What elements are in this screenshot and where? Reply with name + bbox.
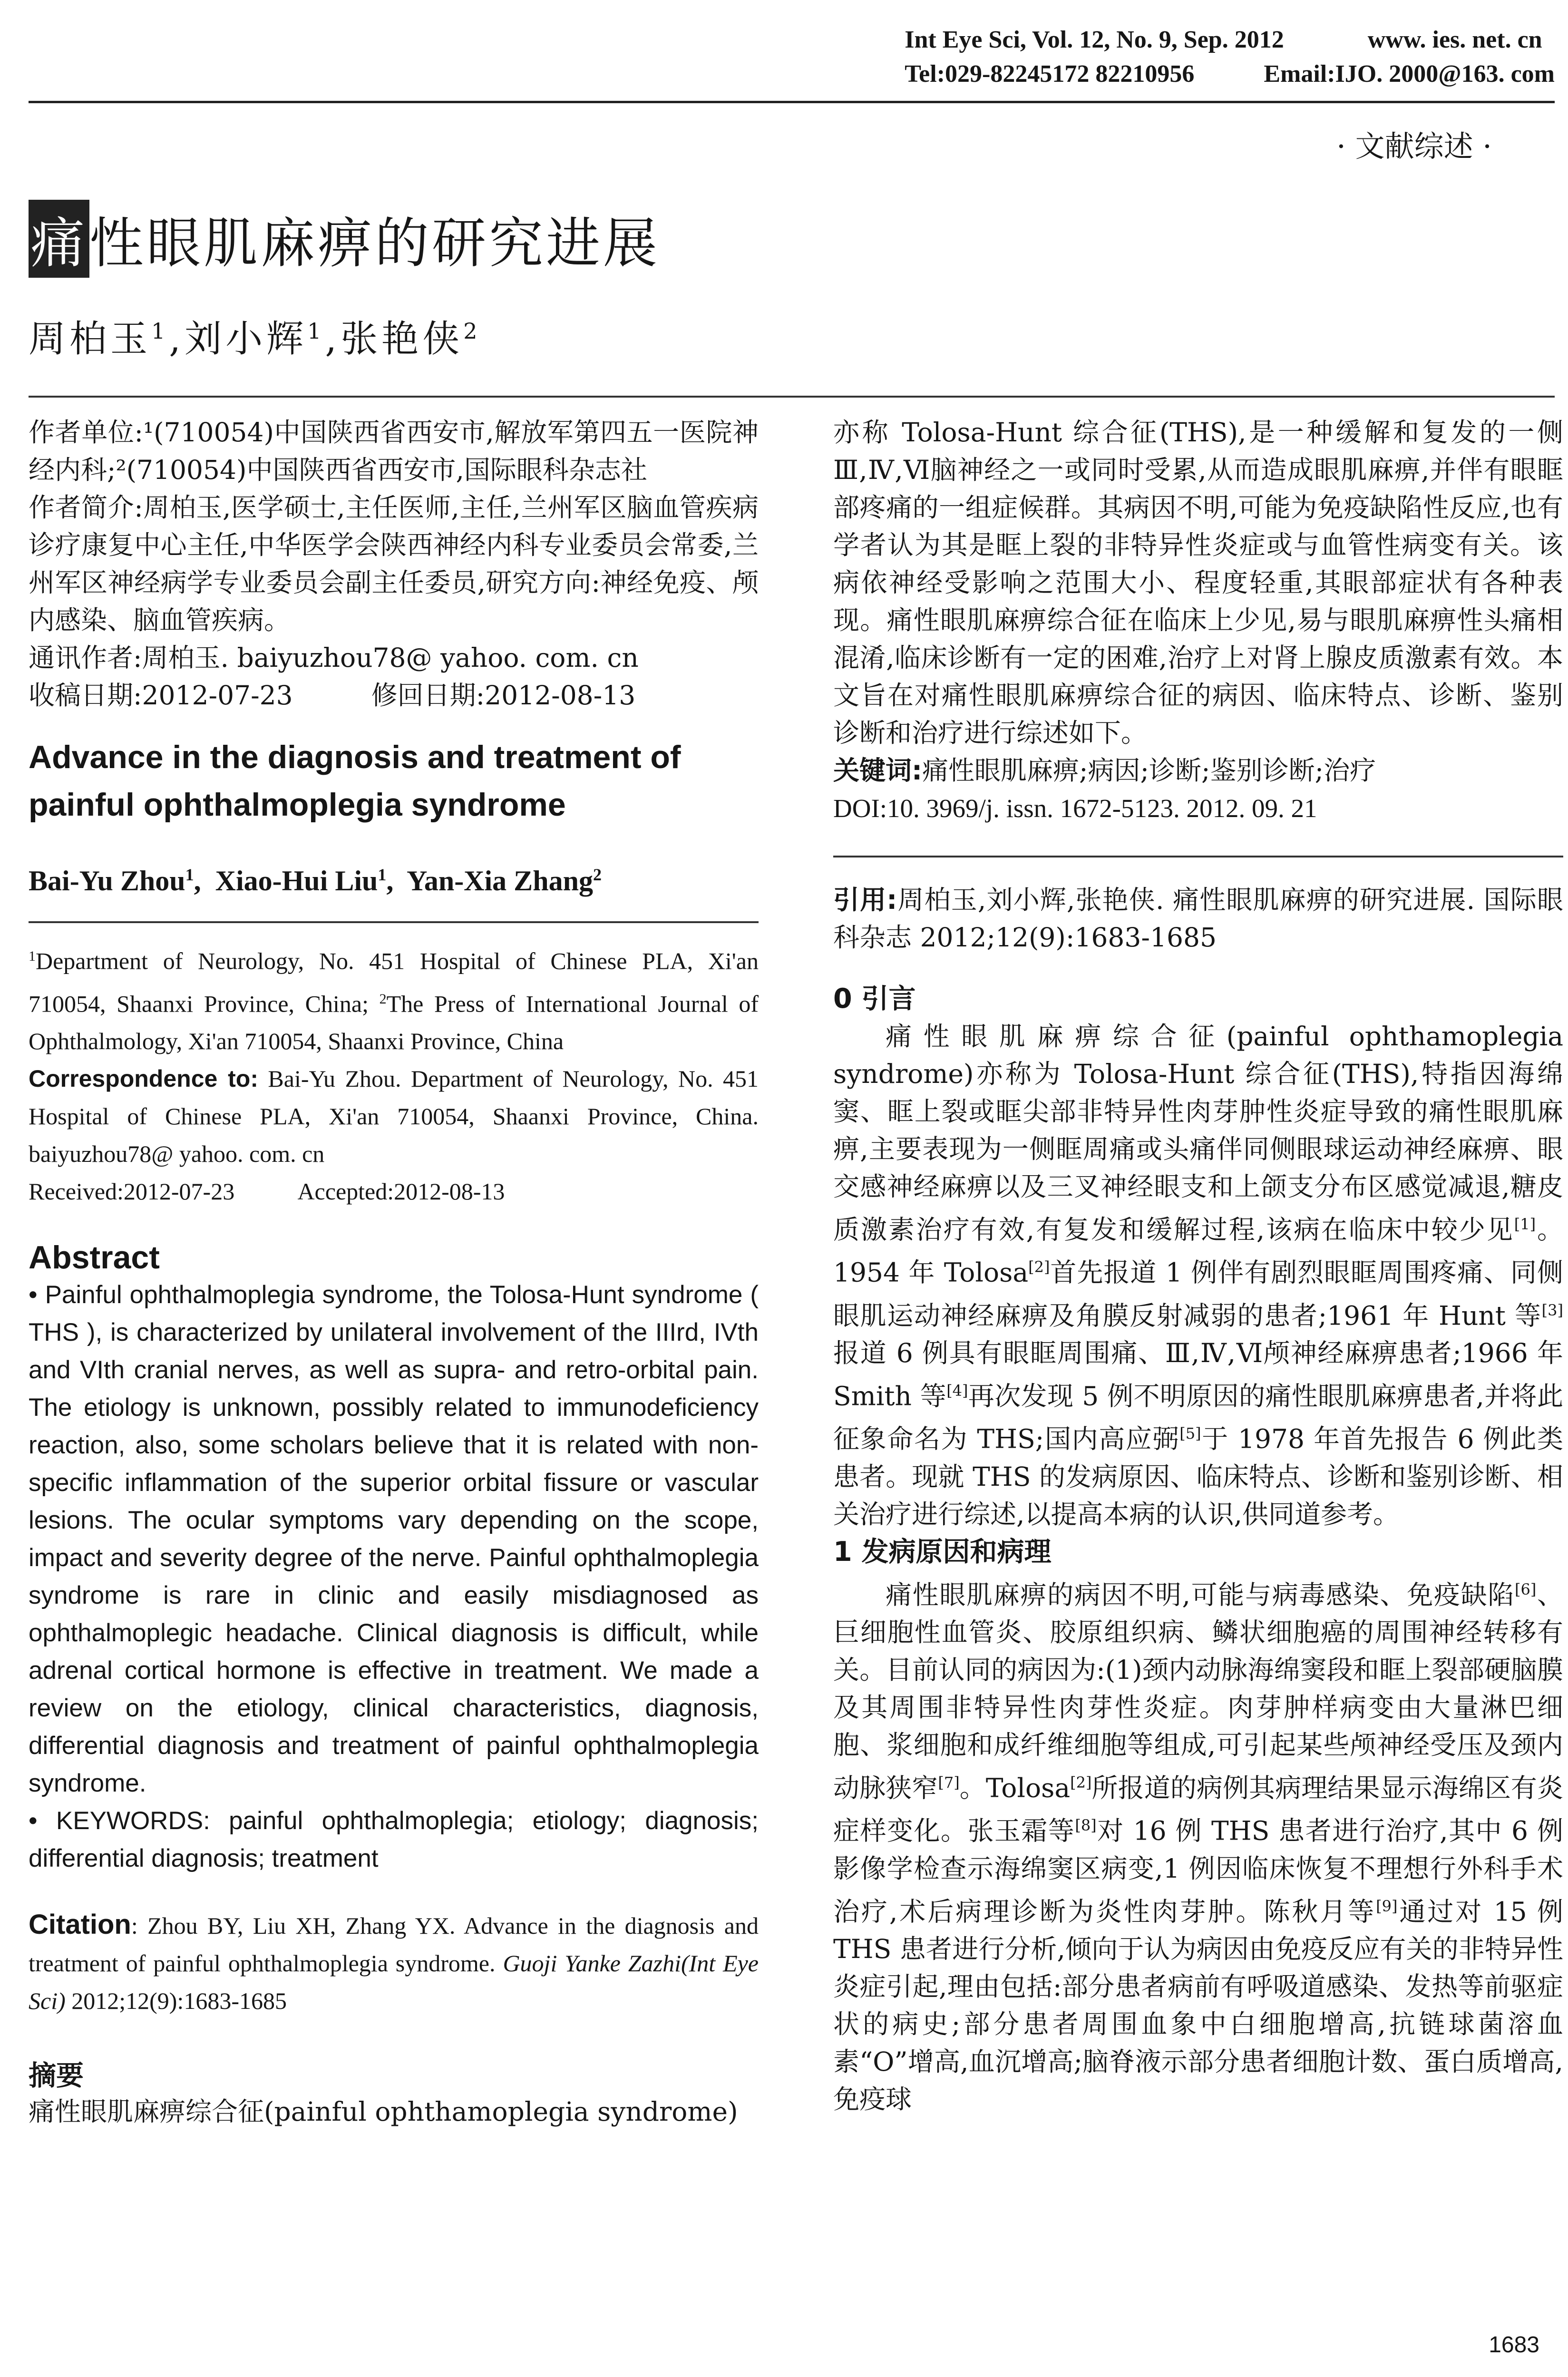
affil-en-2: The Press of International Journal of Ophthalmology, Xi'an 710054, Shaanxi Province, China — [29, 990, 759, 1055]
ref-1[interactable]: [1] — [1514, 1215, 1536, 1233]
affil-sup: 1 — [29, 948, 36, 964]
intro-text: 首先报道 1 例伴有剧烈眼眶周围疼痛、同侧眼肌运动神经麻痹及角膜反射减弱的患者;1961 年 Hunt 等 — [833, 1257, 1563, 1331]
ref-3[interactable]: [3] — [1541, 1301, 1563, 1319]
header-divider — [29, 101, 1555, 103]
sec1-text: 。Tolosa — [959, 1773, 1071, 1803]
author-en-name: Xiao-Hui Liu — [215, 865, 378, 896]
accepted-en: Accepted:2012-08-13 — [297, 1178, 505, 1205]
author-name: 周柏玉 — [29, 318, 152, 360]
page-title — [29, 200, 660, 278]
ref-5[interactable]: [5] — [1179, 1424, 1201, 1443]
received-zh: 收稿日期:2012-07-23 — [29, 680, 293, 711]
keywords-label: 关键词: — [833, 755, 922, 786]
affiliation-zh: 作者单位:¹(710054)中国陕西省西安市,解放军第四五一医院神经内科;²(710054)中国陕西省西安市,国际眼科杂志社 — [29, 417, 759, 485]
english-title: Advance in the diagnosis and treatment of painful ophthalmoplegia syndrome — [29, 739, 681, 823]
author-en-sup: 1 — [378, 865, 387, 884]
intro-text: 痛性眼肌麻痹综合征(painful ophthamoplegia syndrome)亦称为 Tolosa-Hunt 综合征(THS),特指因海绵窦、眶上裂或眶尖部非特异性肉芽肿性炎症导致的痛性眼肌麻痹,主要表现为一侧眶周痛或头痛伴同侧眼球运动神经麻痹、眼交感神经麻痹以及三叉神经眼支和上颌支分布区感觉减退,糖皮质激素治疗有效,有复发和缓解过程,该病在临床中较少见 — [833, 1021, 1563, 1245]
sec1-text: 痛性眼肌麻痹的病因不明,可能与病毒感染、免疫缺陷 — [886, 1579, 1515, 1610]
correspondence-zh: 通讯作者:周柏玉. baiyuzhou78@ yahoo. com. cn — [29, 643, 639, 673]
abstract-body: • Painful ophthalmoplegia syndrome, the Tolosa-Hunt syndrome ( THS ), is characterized by unilateral involvement of the IIIrd, IVth and VIth cranial nerves, as well as supra- and retro-orbital pain. The etiology is unknown, possibly related to immunodeficiency reaction, also, some scholars believe that it is related with non-specific inflammation of the superior orbital fissure or vascular lesions. The ocular symptoms vary depending on the scope, impact and severity degree of the nerve. Painful ophthalmoplegia syndrome is rare in clinic and easily misdiagnosed as ophthalmoplegic headache. Clinical diagnosis is difficult, while adrenal cortical hormone is effective in treatment. We made a review on the etiology, clinical characteristics, diagnosis, differential diagnosis and treatment of painful ophthalmoplegia syndrome. — [29, 1281, 759, 1798]
correspondence-label: Correspondence to: — [29, 1065, 258, 1092]
sec1-text: 对 16 例 THS 患者进行治疗,其中 6 例影像学检查示海绵窦区病变,1 例因临床恢复不理想行外科手术治疗,术后病理诊断为炎性肉芽肿。陈秋月等 — [833, 1815, 1563, 1927]
journal-website[interactable]: www. ies. net. cn — [1367, 26, 1542, 53]
journal-header — [905, 23, 1555, 91]
dates-zh — [29, 677, 759, 714]
revised-zh: 修回日期:2012-08-13 — [371, 680, 636, 711]
author-sup: 1 — [307, 318, 325, 344]
title-first-char: 痛 — [29, 200, 89, 278]
keywords-en: • KEYWORDS: painful ophthalmoplegia; etiology; diagnosis; differential diagnosis; treatment — [29, 1807, 759, 1873]
abstract-zh-heading: 摘要 — [29, 2059, 84, 2092]
author-en-sup: 1 — [185, 865, 194, 884]
abstract-zh-start: 痛性眼肌麻痹综合征(painful ophthamoplegia syndrome) — [29, 2096, 738, 2127]
intro-text: 。1954 年 Tolosa — [833, 1214, 1563, 1288]
sec1-text: 通过对 15 例 THS 患者进行分析,倾向于认为病因由免疫反应有关的非特异性炎症引起,理由包括:部分患者病前有呼吸道感染、发热等前驱症状的病史;部分患者周围血象中白细胞增高,抗链球菌溶血素“O”增高,血沉增高;脑脊液示部分患者细胞计数、蛋白质增高,免疫球 — [833, 1896, 1564, 2114]
citation-en — [29, 1906, 759, 2020]
affil-sup: 2 — [379, 991, 387, 1007]
correspondence-text: Bai-Yu Zhou. Department of Neurology, No. 451 Hospital of Chinese PLA, Xi'an 710054, Shaanxi Province, China. baiyuzhou78@ yahoo. com. cn — [29, 1065, 759, 1168]
author-en-sup: 2 — [593, 865, 602, 884]
ref-7[interactable]: [7] — [938, 1773, 960, 1792]
citation-label: Citation — [29, 1909, 131, 1940]
left-column — [29, 414, 759, 2131]
citation-tail: 2012;12(9):1683-1685 — [71, 1987, 287, 2015]
author-name: 张艳侠 — [341, 318, 464, 360]
ref-4[interactable]: [4] — [946, 1381, 968, 1400]
title-rest: 性眼肌麻痹的研究进展 — [89, 212, 661, 275]
citation-text: : Zhou BY, Liu XH, Zhang YX. Advance in the diagnosis and treatment of painful ophthalmoplegia syndrome. — [29, 1912, 759, 1977]
authors-zh: 周柏玉$^1$,刘小辉$^1$,张艳侠$^2$ — [29, 318, 481, 360]
right-column — [833, 414, 1563, 2118]
title-divider — [29, 396, 1555, 398]
dates-en — [29, 1173, 759, 1210]
intro-paragraph — [833, 1018, 1563, 1533]
abstract-heading: Abstract — [29, 1239, 160, 1276]
received-en: Received:2012-07-23 — [29, 1178, 235, 1205]
author-sup: 1 — [151, 318, 169, 344]
intro-text: 于 1978 年首先报告 6 例此类患者。现就 THS 的发病原因、临床特点、诊断和鉴别诊断、相关治疗进行综述,以提高本病的认识,供同道参考。 — [833, 1423, 1563, 1529]
keywords-divider — [833, 856, 1563, 857]
affiliation-en — [29, 937, 759, 1060]
sec1-text: 、巨细胞性血管炎、胶原组织病、鳞状细胞癌的周围神经转移有关。目前认同的病因为:(1)颈内动脉海绵窦段和眶上裂部硬脑膜及其周围非特异性肉芽性炎症。肉芽肿样病变由大量淋巴细胞、浆细胞和成纤维细胞等组成,可引起某些颅神经受压及颈内动脉狭窄 — [833, 1579, 1563, 1803]
sec1-text: 所报道的病例其病理结果显示海绵区有炎症样变化。张玉霜等 — [833, 1773, 1563, 1846]
abstract-zh-continued: 亦称 Tolosa-Hunt 综合征(THS),是一种缓解和复发的一侧Ⅲ,Ⅳ,Ⅵ脑神经之一或同时受累,从而造成眼肌麻痹,并伴有眼眶部疼痛的一组症候群。其病因不明,可能为免疫缺陷性反应,也有学者认为其是眶上裂的非特异性炎症或与血管性病变有关。该病依神经受影响之范围大小、程度轻重,其眼部症状有各种表现。痛性眼肌麻痹综合征在临床上少见,易与眼肌麻痹性头痛相混淆,临床诊断有一定的困难,治疗上对肾上腺皮质激素有效。本文旨在对痛性眼肌麻痹综合征的病因、临床特点、诊断、鉴别诊断和治疗进行综述如下。 — [833, 417, 1563, 748]
section-1-heading: 1 发病原因和病理 — [833, 1536, 1052, 1568]
ref-6[interactable]: [6] — [1514, 1580, 1537, 1598]
keywords-zh-text: 痛性眼肌麻痹;病因;诊断;鉴别诊断;治疗 — [922, 755, 1376, 786]
doi[interactable]: DOI:10. 3969/j. issn. 1672-5123. 2012. 09. 21 — [833, 794, 1317, 823]
authors-divider — [29, 921, 759, 923]
cite-zh — [833, 881, 1563, 956]
citation-journal: Guoji Yanke Zazhi(Int Eye Sci) — [29, 1950, 759, 2015]
intro-heading: 0 引言 — [833, 983, 916, 1014]
author-sup: 2 — [463, 318, 481, 344]
affil-en-1: Department of Neurology, No. 451 Hospital of Chinese PLA, Xi'an 710054, Shaanxi Province, China; — [29, 947, 759, 1017]
journal-citation-line: Int Eye Sci, Vol. 12, No. 9, Sep. 2012 — [905, 26, 1284, 53]
author-en-name: Bai-Yu Zhou — [29, 865, 185, 896]
cite-zh-text: 周柏玉,刘小辉,张艳侠. 痛性眼肌麻痹的研究进展. 国际眼科杂志 2012;12(9):1683-1685 — [833, 885, 1563, 953]
journal-tel: Tel:029-82245172 82210956 — [905, 60, 1195, 88]
section-tag: · 文献综述 · — [1336, 129, 1492, 164]
ref-9[interactable]: [9] — [1376, 1897, 1398, 1915]
journal-email[interactable]: Email:IJO. 2000@163. com — [1264, 60, 1555, 88]
intro-text: 再次发现 5 例不明原因的痛性眼肌麻痹患者,并将此征象命名为 THS;国内高应弼 — [833, 1381, 1563, 1454]
page-number: 1683 — [1489, 2332, 1539, 2358]
correspondence-en — [29, 1060, 759, 1173]
ref-2b[interactable]: [2] — [1070, 1773, 1092, 1792]
authors-en: Bai-Yu Zhou$^1$, Xiao-Hui Liu$^1$, Yan-Xia Zhang$^2$ — [29, 865, 602, 896]
keywords-zh — [833, 752, 1563, 789]
intro-text: 报道 6 例具有眼眶周围痛、Ⅲ,Ⅳ,Ⅵ颅神经麻痹患者;1966 年 Smith 等 — [833, 1337, 1563, 1412]
author-en-name: Yan-Xia Zhang — [407, 865, 593, 896]
bio-zh: 作者简介:周柏玉,医学硕士,主任医师,主任,兰州军区脑血管疾病诊疗康复中心主任,中华医学会陕西神经内科专业委员会常委,兰州军区神经病学专业委员会副主任委员,研究方向:神经免疫、颅内感染、脑血管疾病。 — [29, 492, 759, 635]
section-1-paragraph — [833, 1571, 1563, 2118]
ref-8[interactable]: [8] — [1075, 1816, 1097, 1835]
ref-2[interactable]: [2] — [1028, 1258, 1050, 1276]
author-name: 刘小辉 — [185, 318, 308, 360]
cite-label: 引用: — [833, 885, 897, 915]
